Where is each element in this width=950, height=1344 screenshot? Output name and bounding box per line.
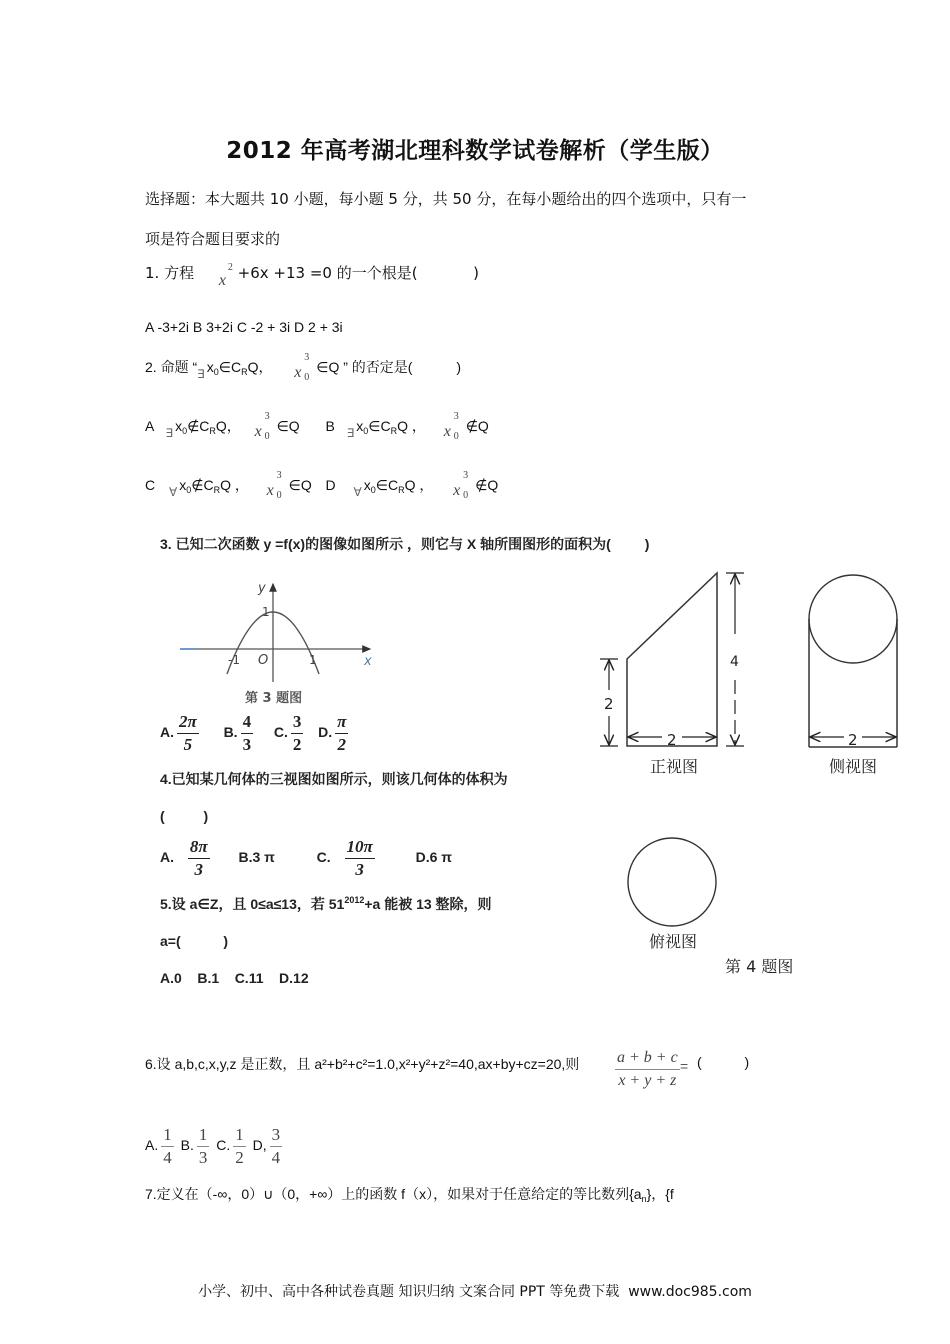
front-view-label: 正视图 [650, 757, 699, 776]
fraction-option-d: $\frac{\pi}{2}$ [337, 712, 347, 754]
question-3-parabola-figure [170, 570, 390, 710]
x-tick-1: 1 [309, 653, 317, 667]
front-view [600, 573, 744, 776]
question-6-fraction: $\frac{a + b + c}{x + y + z}$ [617, 1049, 678, 1089]
question-4-three-views-figure [590, 560, 940, 990]
question-2-options-cd: C ∀ $x_0\notin C_RQ$ ， x 3 0 ∈Q D ∀ $x_0\in C_RQ$ ， x 3 0 ∉Q [145, 470, 499, 501]
question-6-options: A. $\frac{1}{4}$ B. $\frac{1}{3}$ C. $\frac{1}{2}$ D, $\frac{3}{4}$ [145, 1125, 281, 1167]
question-3-options: A. $\frac{2\pi}{5}$ B. $\frac{4}{3}$ C. $\frac{3}{2}$ D. $\frac{\pi}{2}$ [160, 712, 347, 754]
top-view [628, 838, 716, 951]
question-5-stem: 5.设 a∈Z，且 0≤a≤13，若 $51^{2012}+a$ 能被 13 整除，则 [160, 895, 492, 912]
x0-cubed: x 3 0 [453, 470, 469, 501]
question-5-options: A.0 B.1 C.11 D.12 [160, 970, 309, 986]
origin-label: O [258, 653, 269, 668]
x0-cubed: x 3 0 [254, 411, 270, 442]
q1-x-squared: x 2 [218, 262, 233, 289]
page-title: 2012 年高考湖北理科数学试卷解析（学生版） [226, 138, 724, 164]
dim-bottom-front-label: 2 [667, 731, 677, 749]
x0-cubed: x 3 0 [294, 352, 310, 383]
x0-cubed: x 3 0 [443, 411, 459, 442]
q1-close: ) [473, 264, 479, 282]
intro-line-1: 选择题：本大题共 10 小题，每小题 5 分，共 50 分，在每小题给出的四个选项中，只有一 [145, 190, 747, 208]
y-axis-label: y [258, 581, 266, 596]
dim-left-label: 2 [604, 695, 614, 713]
intro-line-2: 项是符合题目要求的 [145, 230, 281, 248]
question-7-stem: 7.定义在（-∞，0）∪（0，+∞）上的函数 f（x），如果对于任意给定的等比数列$\{a_n\}$，{f [145, 1186, 674, 1204]
fraction-option-a: $\frac{8\pi}{3}$ [189, 837, 208, 879]
question-5-answer-paren: a=( ) [160, 933, 229, 949]
x-tick-neg1: -1 [228, 653, 240, 667]
dim-right-label: 4 [730, 654, 739, 670]
question-6-paren: ( ) [697, 1054, 750, 1070]
question-2-options-ab: A ∃ $x_0\notin C_RQ$， x 3 0 ∈Q B ∃ $x_0\in C_RQ$ ， x 3 0 ∉Q [145, 411, 489, 442]
x-axis-label: x [364, 654, 372, 669]
question-4-stem: 4.已知某几何体的三视图如图所示，则该几何体的体积为 [160, 771, 508, 787]
page-footer: 小学、初中、高中各种试卷真题 知识归纳 文案合同 PPT 等免费下载 www.doc985.com [198, 1284, 752, 1300]
q1-rest: +6x +13 =0 的一个根是( [237, 264, 418, 282]
question-2-stem: 2. 命题 “∃ $x_0\in C_RQ$， x 3 0 ∈Q ” 的否定是( ) [145, 352, 461, 383]
question-6-stem: 6.设 a,b,c,x,y,z 是正数，且 a²+b²+c²=1.0,x²+y²+z²=40,ax+by+cz=20,则 [145, 1056, 580, 1072]
fraction-option-b: $\frac{4}{3}$ [242, 712, 252, 754]
figure-4-caption: 第 4 题图 [725, 957, 794, 976]
side-view-label: 侧视图 [829, 757, 878, 776]
question-6-equals: = [680, 1058, 689, 1074]
question-4-options: A. $\frac{8\pi}{3}$ B.3 π C. $\frac{10\pi}{3}$ D.6 π [160, 837, 452, 879]
dim-bottom-side-label: 2 [848, 731, 858, 749]
q1-prefix: 1. 方程 [145, 264, 195, 282]
figure-3-caption: 第 3 题图 [245, 691, 303, 706]
y-tick-1: 1 [262, 605, 270, 619]
question-3-stem: 3. 已知二次函数 y =f(x)的图像如图所示 ，则它与 X 轴所围图形的面积为( ) [160, 536, 650, 552]
exists-symbol: ∃ [197, 367, 205, 381]
question-4-paren: ( ) [160, 808, 209, 824]
question-1-options: A -3+2i B 3+2i C -2 + 3i D 2 + 3i [145, 319, 343, 335]
question-1-stem [145, 260, 479, 289]
x0-cubed: x 3 0 [266, 470, 282, 501]
fraction-option-c: $\frac{3}{2}$ [292, 712, 302, 754]
fraction-option-a: $\frac{2\pi}{5}$ [179, 712, 197, 754]
fraction-option-c: $\frac{10\pi}{3}$ [346, 837, 373, 879]
side-view [809, 575, 897, 776]
top-view-label: 俯视图 [649, 932, 698, 951]
